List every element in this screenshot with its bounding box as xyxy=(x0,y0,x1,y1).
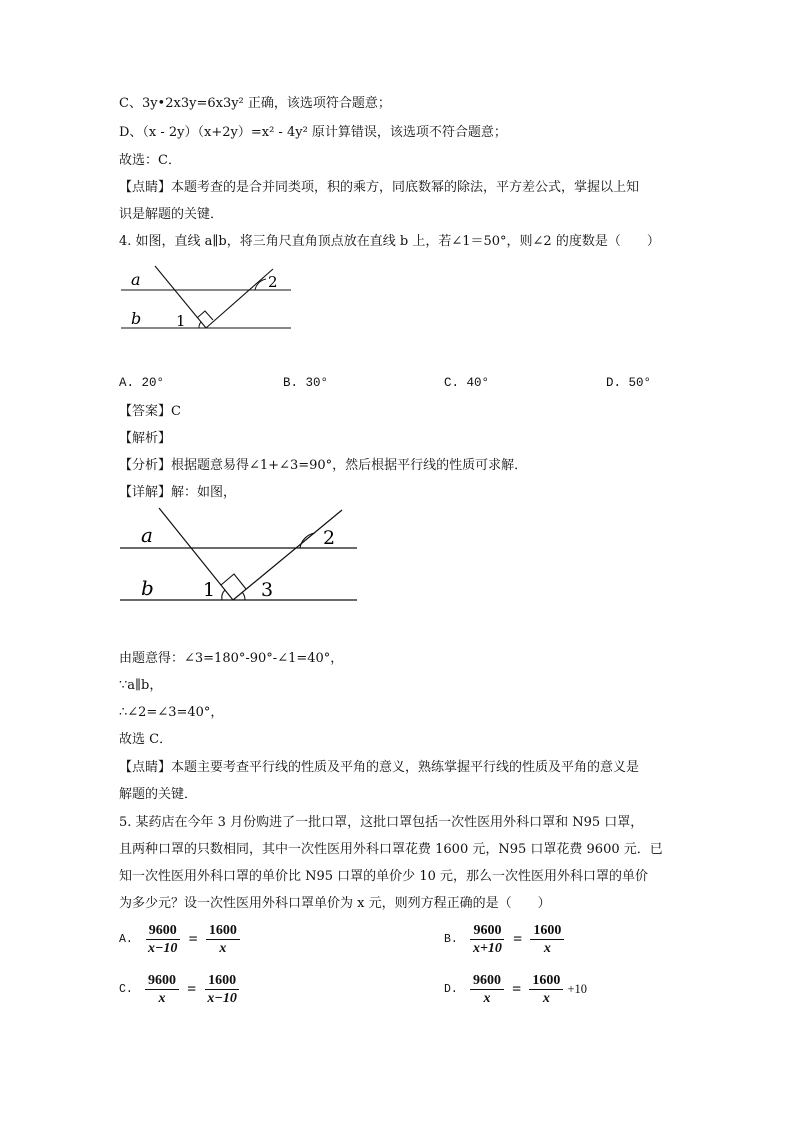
q5-option-a-label: A. xyxy=(119,933,133,946)
q5-option-d-tail: +10 xyxy=(567,982,588,996)
question-5-line-3: 知一次性医用外科口罩的单价比 N95 口罩的单价少 10 元，那么一次性医用外科口罩的单价 xyxy=(119,869,648,884)
solution-step-2: ∵a∥b， xyxy=(119,678,163,693)
q5-option-b-right-fraction xyxy=(530,922,564,957)
fig1-label-a: a xyxy=(131,270,141,289)
fraction-denominator: x xyxy=(219,941,227,956)
q5-option-a-left-fraction xyxy=(145,922,180,957)
line-comment-2: 识是解题的关键． xyxy=(119,207,224,222)
q4-choice-a: A. 20° xyxy=(119,376,165,390)
fraction-numerator: 1600 xyxy=(205,972,239,990)
equals-sign: = xyxy=(187,980,197,998)
fig2-label-b: b xyxy=(141,576,154,600)
q5-option-c-label: C. xyxy=(119,983,133,996)
q5-option-d-left-fraction xyxy=(470,972,504,1007)
question-5-line-1: 5. 某药店在今年 3 月份购进了一批口罩，这批口罩包括一次性医用外科口罩和 N95 口罩， xyxy=(119,815,644,830)
equals-sign: = xyxy=(188,930,198,948)
fraction-numerator: 9600 xyxy=(146,922,180,940)
figure-parallel-lines-1 xyxy=(115,262,305,342)
q5-option-a xyxy=(119,922,240,957)
fraction-numerator: 1600 xyxy=(530,922,564,940)
analysis-heading: 【解析】 xyxy=(119,431,172,446)
figure-parallel-lines-2 xyxy=(115,505,365,610)
analysis-line: 【分析】根据题意易得∠1+∠3=90°，然后根据平行线的性质可求解． xyxy=(119,458,528,473)
fraction-numerator: 1600 xyxy=(206,922,240,940)
q4-choice-d: D. 50° xyxy=(606,376,652,390)
question-5-line-4: 为多少元？设一次性医用外科口罩单价为 x 元，则列方程正确的是（ ） xyxy=(119,896,551,911)
q5-option-d xyxy=(444,972,587,1007)
fraction-numerator: 9600 xyxy=(470,972,504,990)
line-comment-1: 【点睛】本题考查的是合并同类项，积的乘方，同底数幂的除法，平方差公式，掌握以上知 xyxy=(119,180,640,195)
q5-option-b-left-fraction xyxy=(470,922,505,957)
comment-2-line-1: 【点睛】本题主要考查平行线的性质及平角的意义，熟练掌握平行线的性质及平角的意义是 xyxy=(119,760,640,775)
q5-option-c-right-fraction xyxy=(204,972,239,1007)
fig1-label-1: 1 xyxy=(176,312,186,330)
fraction-numerator: 1600 xyxy=(529,972,563,990)
q4-choice-c: C. 40° xyxy=(444,376,490,390)
q5-option-c xyxy=(119,972,240,1007)
q5-option-a-right-fraction xyxy=(206,922,240,957)
fraction-denominator: x xyxy=(542,991,550,1006)
q4-choice-b: B. 30° xyxy=(283,376,329,390)
fig2-label-3: 3 xyxy=(261,579,274,601)
q5-option-b-label: B. xyxy=(444,933,458,946)
fraction-denominator: x xyxy=(543,941,551,956)
fraction-denominator: x−10 xyxy=(147,941,178,956)
detail-line: 【详解】解：如图， xyxy=(119,485,237,500)
fig1-label-b: b xyxy=(131,309,142,328)
fraction-numerator: 9600 xyxy=(145,972,179,990)
comment-2-line-2: 解题的关键． xyxy=(119,787,198,802)
question-4: 4. 如图，直线 a∥b，将三角尺直角顶点放在直线 b 上，若∠1＝50°，则∠2 的度数是（ ） xyxy=(119,234,660,249)
fraction-denominator: x+10 xyxy=(472,941,502,956)
q5-option-b xyxy=(444,922,564,957)
q5-option-d-label: D. xyxy=(444,983,458,996)
fig2-label-2: 2 xyxy=(323,527,336,549)
equals-sign: = xyxy=(513,930,523,948)
equals-sign: = xyxy=(512,980,522,998)
q5-option-d-right-fraction xyxy=(529,972,563,1007)
fig2-label-a: a xyxy=(141,523,153,547)
line-option-d-check: D、（x - 2y）（x+2y）=x² - 4y² 原计算错误，该选项不符合题意； xyxy=(119,125,507,140)
q5-option-c-left-fraction xyxy=(145,972,179,1007)
solution-step-1: 由题意得：∠3=180°-90°-∠1=40°， xyxy=(119,651,344,666)
question-5-line-2: 且两种口罩的只数相同，其中一次性医用外科口罩花费 1600 元，N95 口罩花费 9600 元．已 xyxy=(119,842,663,857)
solution-choose-c: 故选 C． xyxy=(119,732,173,747)
fraction-denominator: x xyxy=(158,991,166,1006)
fig1-label-2: 2 xyxy=(268,273,278,291)
fraction-denominator: x xyxy=(483,991,491,1006)
fig2-label-1: 1 xyxy=(203,579,216,601)
answer-line: 【答案】C xyxy=(119,404,181,419)
line-option-c-check: C、3y•2x3y=6x3y² 正确，该选项符合题意； xyxy=(119,96,391,111)
solution-step-3: ∴∠2=∠3=40°， xyxy=(119,705,224,720)
fraction-denominator: x−10 xyxy=(207,991,237,1006)
line-choose-c: 故选：C． xyxy=(119,153,181,168)
fraction-numerator: 9600 xyxy=(470,922,504,940)
